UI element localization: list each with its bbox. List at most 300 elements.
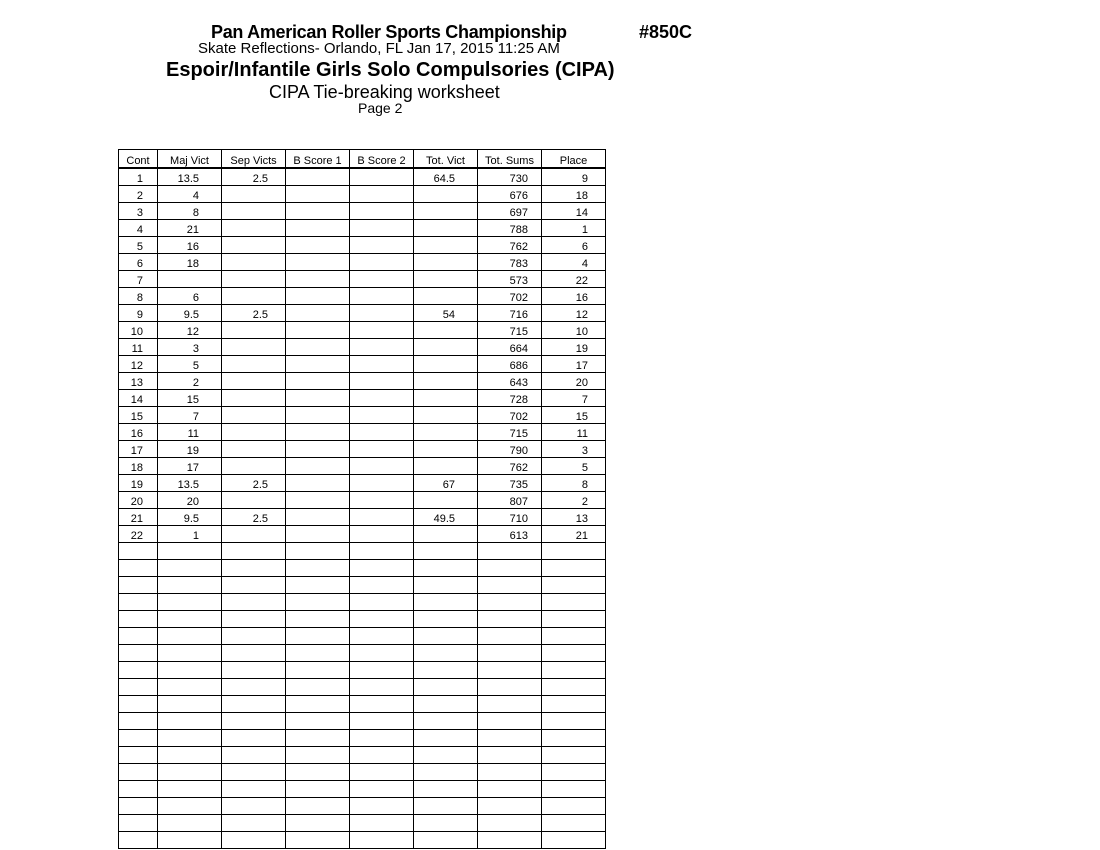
tot-sums-cell: 783: [478, 254, 542, 271]
place-cell: 4: [542, 254, 606, 271]
empty-cell: [222, 577, 286, 594]
empty-cell: [542, 781, 606, 798]
tot-sums-cell: 715: [478, 322, 542, 339]
tot-vict-cell: [414, 424, 478, 441]
empty-cell: [158, 713, 222, 730]
empty-cell: [119, 577, 158, 594]
b-score-2-cell: [350, 458, 414, 475]
table-row: [119, 509, 606, 526]
b-score-2-cell: [350, 373, 414, 390]
maj-vict-cell: 12: [158, 322, 222, 339]
tot-sums-cell: 728: [478, 390, 542, 407]
empty-cell: [119, 832, 158, 849]
tot-sums-cell: 697: [478, 203, 542, 220]
empty-cell: [478, 781, 542, 798]
cont-cell: 15: [119, 407, 158, 424]
empty-cell: [542, 747, 606, 764]
empty-cell: [158, 594, 222, 611]
tot-sums-cell: 702: [478, 407, 542, 424]
empty-cell: [414, 798, 478, 815]
b-score-2-cell: [350, 254, 414, 271]
maj-vict-cell: 5: [158, 356, 222, 373]
table-row: [119, 526, 606, 543]
place-cell: 8: [542, 475, 606, 492]
empty-cell: [478, 628, 542, 645]
tot-sums-cell: 664: [478, 339, 542, 356]
empty-cell: [350, 679, 414, 696]
place-cell: 13: [542, 509, 606, 526]
empty-cell: [119, 594, 158, 611]
sep-victs-cell: [222, 322, 286, 339]
cont-cell: 11: [119, 339, 158, 356]
tot-vict-cell: [414, 203, 478, 220]
empty-cell: [350, 560, 414, 577]
b-score-1-cell: [286, 526, 350, 543]
place-cell: 18: [542, 186, 606, 203]
place-cell: 3: [542, 441, 606, 458]
empty-cell: [222, 662, 286, 679]
empty-cell: [222, 730, 286, 747]
empty-cell: [542, 560, 606, 577]
place-cell: 21: [542, 526, 606, 543]
cont-cell: 6: [119, 254, 158, 271]
b-score-2-cell: [350, 475, 414, 492]
tot-vict-cell: [414, 339, 478, 356]
empty-cell: [542, 645, 606, 662]
empty-cell: [119, 628, 158, 645]
empty-cell: [350, 662, 414, 679]
empty-cell: [542, 815, 606, 832]
empty-cell: [542, 679, 606, 696]
empty-cell: [478, 798, 542, 815]
b-score-1-cell: [286, 441, 350, 458]
empty-cell: [286, 730, 350, 747]
b-score-1-cell: [286, 237, 350, 254]
empty-cell: [350, 696, 414, 713]
tot-vict-cell: 67: [414, 475, 478, 492]
tot-sums-cell: 762: [478, 458, 542, 475]
category-title: Espoir/Infantile Girls Solo Compulsories (CIPA): [166, 59, 615, 81]
table-row: [119, 475, 606, 492]
maj-vict-cell: 20: [158, 492, 222, 509]
cont-cell: 12: [119, 356, 158, 373]
tot-sums-cell: 730: [478, 168, 542, 186]
col-header-tot-vict: Tot. Vict: [414, 150, 478, 169]
col-header-maj-vict: Maj Vict: [158, 150, 222, 169]
empty-cell: [119, 730, 158, 747]
empty-cell: [542, 577, 606, 594]
b-score-1-cell: [286, 390, 350, 407]
sep-victs-cell: [222, 288, 286, 305]
b-score-2-cell: [350, 186, 414, 203]
b-score-2-cell: [350, 322, 414, 339]
empty-table-row: [119, 730, 606, 747]
empty-cell: [222, 781, 286, 798]
place-cell: 9: [542, 168, 606, 186]
empty-cell: [158, 747, 222, 764]
empty-cell: [158, 628, 222, 645]
maj-vict-cell: [158, 271, 222, 288]
empty-cell: [414, 764, 478, 781]
maj-vict-cell: 16: [158, 237, 222, 254]
event-code: #850C: [639, 22, 693, 42]
empty-cell: [542, 764, 606, 781]
empty-cell: [119, 611, 158, 628]
table-row: [119, 305, 606, 322]
table-row: [119, 237, 606, 254]
empty-table-row: [119, 577, 606, 594]
tot-sums-cell: 676: [478, 186, 542, 203]
tot-sums-cell: 686: [478, 356, 542, 373]
tot-vict-cell: [414, 526, 478, 543]
b-score-2-cell: [350, 168, 414, 186]
b-score-2-cell: [350, 492, 414, 509]
b-score-1-cell: [286, 424, 350, 441]
col-header-b-score-2: B Score 2: [350, 150, 414, 169]
col-header-sep-victs: Sep Victs: [222, 150, 286, 169]
empty-cell: [286, 713, 350, 730]
sep-victs-cell: [222, 271, 286, 288]
table-row: [119, 339, 606, 356]
empty-cell: [222, 815, 286, 832]
place-cell: 14: [542, 203, 606, 220]
tot-sums-cell: 790: [478, 441, 542, 458]
sep-victs-cell: [222, 254, 286, 271]
table-row: [119, 288, 606, 305]
tot-vict-cell: [414, 492, 478, 509]
b-score-1-cell: [286, 271, 350, 288]
empty-table-row: [119, 543, 606, 560]
b-score-2-cell: [350, 526, 414, 543]
tot-vict-cell: [414, 186, 478, 203]
empty-table-row: [119, 798, 606, 815]
empty-cell: [478, 815, 542, 832]
tot-sums-cell: 702: [478, 288, 542, 305]
event-title: Pan American Roller Sports Championship: [211, 22, 567, 42]
empty-cell: [119, 781, 158, 798]
maj-vict-cell: 19: [158, 441, 222, 458]
empty-cell: [478, 832, 542, 849]
sep-victs-cell: [222, 186, 286, 203]
maj-vict-cell: 9.5: [158, 305, 222, 322]
cont-cell: 2: [119, 186, 158, 203]
b-score-2-cell: [350, 271, 414, 288]
b-score-2-cell: [350, 509, 414, 526]
tot-vict-cell: [414, 254, 478, 271]
empty-cell: [158, 679, 222, 696]
empty-cell: [414, 730, 478, 747]
sep-victs-cell: [222, 237, 286, 254]
empty-cell: [350, 747, 414, 764]
tot-vict-cell: 54: [414, 305, 478, 322]
empty-cell: [222, 832, 286, 849]
tot-vict-cell: [414, 407, 478, 424]
empty-cell: [286, 594, 350, 611]
tot-sums-cell: 807: [478, 492, 542, 509]
empty-cell: [286, 679, 350, 696]
place-cell: 15: [542, 407, 606, 424]
empty-cell: [478, 560, 542, 577]
table-row: [119, 407, 606, 424]
b-score-2-cell: [350, 407, 414, 424]
tot-sums-cell: 715: [478, 424, 542, 441]
empty-cell: [158, 645, 222, 662]
sep-victs-cell: 2.5: [222, 168, 286, 186]
empty-cell: [414, 577, 478, 594]
empty-table-row: [119, 594, 606, 611]
worksheet-title: CIPA Tie-breaking worksheet: [269, 82, 500, 102]
b-score-1-cell: [286, 203, 350, 220]
empty-cell: [350, 713, 414, 730]
sep-victs-cell: [222, 526, 286, 543]
empty-cell: [222, 696, 286, 713]
sep-victs-cell: [222, 458, 286, 475]
empty-cell: [222, 798, 286, 815]
empty-cell: [158, 832, 222, 849]
maj-vict-cell: 7: [158, 407, 222, 424]
table-row: [119, 168, 606, 186]
empty-cell: [119, 560, 158, 577]
empty-cell: [350, 832, 414, 849]
empty-table-row: [119, 713, 606, 730]
empty-cell: [286, 815, 350, 832]
empty-cell: [542, 798, 606, 815]
empty-cell: [286, 628, 350, 645]
cont-cell: 10: [119, 322, 158, 339]
empty-cell: [414, 645, 478, 662]
maj-vict-cell: 11: [158, 424, 222, 441]
empty-cell: [350, 764, 414, 781]
col-header-cont: Cont: [119, 150, 158, 169]
empty-cell: [478, 645, 542, 662]
empty-cell: [222, 594, 286, 611]
tot-sums-cell: 762: [478, 237, 542, 254]
empty-cell: [158, 577, 222, 594]
cont-cell: 17: [119, 441, 158, 458]
empty-cell: [158, 560, 222, 577]
maj-vict-cell: 2: [158, 373, 222, 390]
empty-cell: [478, 611, 542, 628]
cont-cell: 13: [119, 373, 158, 390]
tie-breaking-table: [118, 149, 606, 849]
sep-victs-cell: 2.5: [222, 509, 286, 526]
b-score-1-cell: [286, 220, 350, 237]
b-score-1-cell: [286, 458, 350, 475]
empty-table-row: [119, 560, 606, 577]
maj-vict-cell: 13.5: [158, 475, 222, 492]
tot-sums-cell: 788: [478, 220, 542, 237]
empty-cell: [414, 815, 478, 832]
empty-cell: [222, 764, 286, 781]
empty-table-row: [119, 679, 606, 696]
empty-cell: [350, 815, 414, 832]
empty-cell: [350, 781, 414, 798]
sep-victs-cell: [222, 424, 286, 441]
table-row: [119, 356, 606, 373]
empty-cell: [478, 594, 542, 611]
place-cell: 10: [542, 322, 606, 339]
tot-vict-cell: [414, 271, 478, 288]
tot-vict-cell: [414, 288, 478, 305]
place-cell: 1: [542, 220, 606, 237]
empty-cell: [119, 543, 158, 560]
empty-cell: [286, 560, 350, 577]
b-score-1-cell: [286, 373, 350, 390]
maj-vict-cell: 9.5: [158, 509, 222, 526]
empty-cell: [350, 577, 414, 594]
b-score-1-cell: [286, 322, 350, 339]
empty-cell: [542, 696, 606, 713]
empty-cell: [286, 781, 350, 798]
b-score-1-cell: [286, 509, 350, 526]
b-score-1-cell: [286, 339, 350, 356]
empty-cell: [119, 747, 158, 764]
place-cell: 5: [542, 458, 606, 475]
tot-vict-cell: 49.5: [414, 509, 478, 526]
tot-vict-cell: 64.5: [414, 168, 478, 186]
empty-cell: [414, 832, 478, 849]
b-score-1-cell: [286, 186, 350, 203]
empty-cell: [478, 577, 542, 594]
empty-cell: [158, 696, 222, 713]
empty-cell: [414, 747, 478, 764]
cont-cell: 1: [119, 168, 158, 186]
cont-cell: 22: [119, 526, 158, 543]
table-row: [119, 441, 606, 458]
tot-vict-cell: [414, 220, 478, 237]
cont-cell: 18: [119, 458, 158, 475]
empty-cell: [222, 645, 286, 662]
empty-cell: [286, 543, 350, 560]
empty-cell: [542, 594, 606, 611]
empty-cell: [478, 696, 542, 713]
sep-victs-cell: [222, 356, 286, 373]
empty-cell: [350, 594, 414, 611]
empty-cell: [158, 611, 222, 628]
cont-cell: 3: [119, 203, 158, 220]
maj-vict-cell: 13.5: [158, 168, 222, 186]
empty-cell: [414, 696, 478, 713]
place-cell: 12: [542, 305, 606, 322]
table-row: [119, 492, 606, 509]
empty-cell: [119, 815, 158, 832]
b-score-1-cell: [286, 254, 350, 271]
empty-cell: [286, 645, 350, 662]
b-score-2-cell: [350, 424, 414, 441]
tot-sums-cell: 613: [478, 526, 542, 543]
empty-cell: [222, 713, 286, 730]
page-label: Page 2: [358, 100, 403, 116]
empty-cell: [350, 628, 414, 645]
b-score-2-cell: [350, 203, 414, 220]
maj-vict-cell: 4: [158, 186, 222, 203]
venue-date-line: Skate Reflections- Orlando, FL Jan 17, 2015 11:25 AM: [198, 40, 560, 57]
tot-vict-cell: [414, 390, 478, 407]
maj-vict-cell: 21: [158, 220, 222, 237]
empty-cell: [286, 696, 350, 713]
tot-vict-cell: [414, 237, 478, 254]
empty-cell: [414, 628, 478, 645]
empty-cell: [119, 679, 158, 696]
sep-victs-cell: 2.5: [222, 475, 286, 492]
empty-cell: [542, 543, 606, 560]
b-score-2-cell: [350, 441, 414, 458]
sep-victs-cell: [222, 373, 286, 390]
table-row: [119, 424, 606, 441]
table-row: [119, 373, 606, 390]
tot-vict-cell: [414, 322, 478, 339]
b-score-1-cell: [286, 288, 350, 305]
b-score-1-cell: [286, 356, 350, 373]
b-score-2-cell: [350, 390, 414, 407]
empty-cell: [478, 679, 542, 696]
sep-victs-cell: [222, 390, 286, 407]
empty-cell: [222, 560, 286, 577]
col-header-b-score-1: B Score 1: [286, 150, 350, 169]
empty-table-row: [119, 832, 606, 849]
tot-vict-cell: [414, 441, 478, 458]
empty-cell: [350, 543, 414, 560]
empty-cell: [414, 543, 478, 560]
cont-cell: 14: [119, 390, 158, 407]
table-row: [119, 203, 606, 220]
empty-cell: [350, 611, 414, 628]
empty-cell: [542, 662, 606, 679]
maj-vict-cell: 8: [158, 203, 222, 220]
b-score-1-cell: [286, 305, 350, 322]
empty-table-row: [119, 815, 606, 832]
place-cell: 17: [542, 356, 606, 373]
tot-sums-cell: 643: [478, 373, 542, 390]
table-row: [119, 322, 606, 339]
sep-victs-cell: [222, 492, 286, 509]
empty-cell: [119, 662, 158, 679]
empty-cell: [222, 611, 286, 628]
empty-cell: [119, 696, 158, 713]
empty-cell: [158, 662, 222, 679]
b-score-1-cell: [286, 475, 350, 492]
cont-cell: 8: [119, 288, 158, 305]
empty-cell: [542, 730, 606, 747]
cont-cell: 4: [119, 220, 158, 237]
empty-cell: [478, 662, 542, 679]
cont-cell: 7: [119, 271, 158, 288]
empty-table-row: [119, 628, 606, 645]
empty-cell: [158, 543, 222, 560]
empty-cell: [542, 611, 606, 628]
sep-victs-cell: [222, 339, 286, 356]
cont-cell: 21: [119, 509, 158, 526]
place-cell: 22: [542, 271, 606, 288]
b-score-2-cell: [350, 288, 414, 305]
maj-vict-cell: 6: [158, 288, 222, 305]
empty-cell: [414, 611, 478, 628]
empty-cell: [158, 764, 222, 781]
b-score-1-cell: [286, 168, 350, 186]
b-score-2-cell: [350, 237, 414, 254]
cont-cell: 16: [119, 424, 158, 441]
maj-vict-cell: 3: [158, 339, 222, 356]
b-score-1-cell: [286, 492, 350, 509]
tot-vict-cell: [414, 458, 478, 475]
table-row: [119, 390, 606, 407]
empty-cell: [414, 679, 478, 696]
place-cell: 2: [542, 492, 606, 509]
empty-table-row: [119, 747, 606, 764]
empty-cell: [286, 662, 350, 679]
empty-cell: [158, 798, 222, 815]
empty-cell: [542, 832, 606, 849]
